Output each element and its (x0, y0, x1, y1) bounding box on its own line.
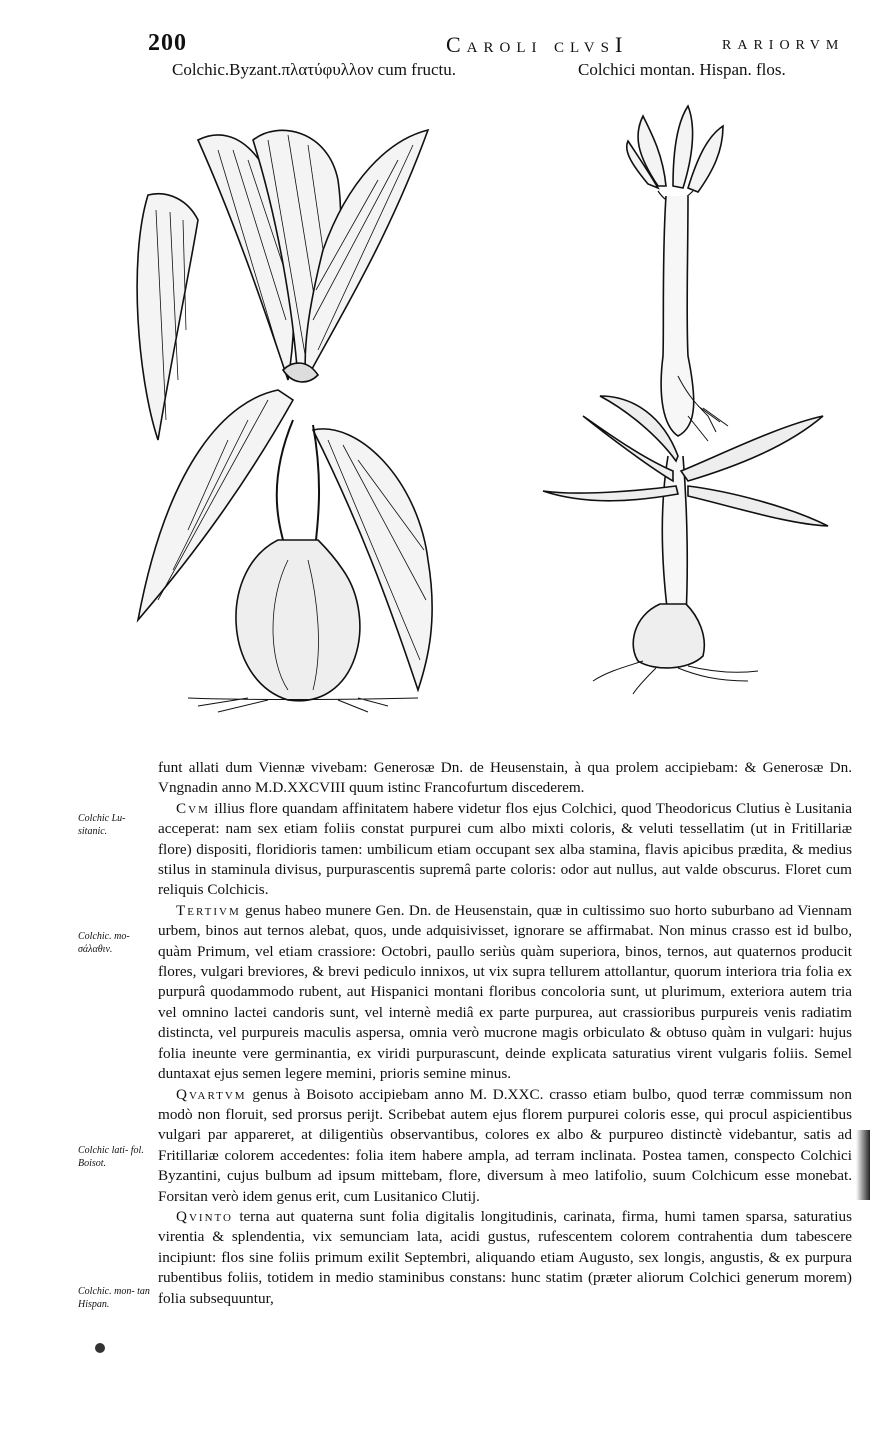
page-edge-shadow (856, 1130, 870, 1200)
paragraph-lead-word: Tertivm (176, 901, 241, 919)
running-title-right: rariorvm (722, 32, 845, 54)
margin-note-latifol: Colchic lati- fol. Boisot. (78, 1145, 144, 1169)
paragraph-text: terna aut quaterna sunt folia digitalis longitudinis, carinata, firma, humi tamen sparsa, saturatius virentia & splendentia, vix semunciam lata, acidi gustus, rufescentem colorem contrahentia dum tabescere incipiunt: flos sine foliis primum exilit Septembri, aliquando etiam Augusto, sex longis, angustis, & ex purpura rubentibus foliis, totidem in medio staminibus constans: hunc statim (præter aliorum Colchici generum morem) folia subsequuntur, (158, 1207, 852, 1307)
running-head (148, 30, 848, 62)
paragraph-quartum (158, 1085, 852, 1207)
paragraph-text: illius flore quandam affinitatem habere videtur flos ejus Colchici, quod Theodoricus Clutius è Lusitania acceperat: nam sex etiam foliis constat purpurei cum albo mixti coloris, & veluti tessellatim (ut in Fritillariæ flore) dispositi, floridioris tamen: umbilicum etiam occupant sex alba stamina, flavis apicibus prædita, & medius stilus in staminula divisus, purpurascentis supremâ parte coloris: odor aut nullus, aut valde obscurus. Floret cum reliquis Colchicis. (158, 799, 852, 899)
paragraph-lead-word: Qvartvm (176, 1085, 247, 1103)
margin-note-hispan: Colchic. mon- tan Hispan. (78, 1286, 150, 1310)
paragraph-text: genus à Boisoto accipiebam anno M. D.XXC. crasso etiam bulbo, quod terræ commissum non modò non floruit, sed prorsus perijt. Scribebat autem ejus florem purpurei coloris esse, qui procul aspicientibus vulgari par appareret, at diligentiùs observantibus, colores ex albo & purpureo distinctè videbantur, satis ad Fritillariæ colorem accedentes: folia item habere ampla, ad terram inclinata. Postea tamen, conspecto Colchici Byzantini, cujus bulbum ad ipsum mittebam, flore, diversum à meo latifolio, suum Colchicum esse monebat. Forsitan verò idem genus erit, cum Lusitanico Clutij. (158, 1085, 852, 1205)
paragraph-lusitanic (158, 799, 852, 901)
page-number: 200 (148, 30, 187, 56)
margin-note-lusitanic: Colchic Lu- sitanic. (78, 813, 126, 837)
colchicum-byzantinum-woodcut (128, 100, 448, 740)
figure-caption-right: Colchici montan. Hispan. flos. (578, 60, 786, 79)
margin-note-tertium: Colchic. mo- σάλαθιν. (78, 931, 130, 955)
paragraph-tertium (158, 901, 852, 1085)
paragraph-text: genus habeo munere Gen. Dn. de Heusenstain, quæ in cultissimo suo horto suburbano ad Viennam urbem, binos aut ternos alebat, quos, unde adquisivisset, ignorare se affirmabat. Non minus crasso est id bulbo, quàm Primum, vel etiam crassiore: Octobri, paullo seriùs quàm superiora, binos, ternos, aut quaternos producit flores, vulgari breviores, & brevi pediculo innixos, ut vix supra tellurem attollantur, quorum interiora tria folia ex purpurâ quodammodo rubent, aut Hispanici montani floribus concoloria sunt, ut plurimum, exteriora autem tria vel omnino lactei candoris sunt, vel internè mediâ ex parte purpurea, aut crassioribus purpureis venis radiatim distincta, vel purpureis maculis aspersa, omnia verò mucrone magis orbiculato & obtuso quàm in vulgari: hujus folia ineunte vere germinantia, ex viridi purpurascunt, deinde explicata saturatius virent vulgaris foliis. Semel duntaxat ejus semen legere memini, prioris semine minus. (158, 901, 852, 1083)
paragraph-continuation: funt allati dum Viennæ vivebam: Generosæ Dn. de Heusenstain, à qua prolem accipiebam: & Generosæ Dn. Vngnadin anno M.D.XXCVIII quum istinc Francofurtum discederem. (158, 759, 852, 797)
paragraph-quinto (158, 1207, 852, 1309)
running-title-left: Caroli clvsI (446, 32, 629, 57)
paragraph-lead-word: Qvinto (176, 1207, 233, 1225)
colchicum-montanum-woodcut (538, 96, 838, 696)
ink-blot (95, 1343, 105, 1353)
figure-caption-left: Colchic.Byzant.πλατύφυλλον cum fructu. (172, 60, 457, 79)
paragraph-lead-word: Cvm (176, 799, 210, 817)
body-text (158, 758, 852, 1309)
